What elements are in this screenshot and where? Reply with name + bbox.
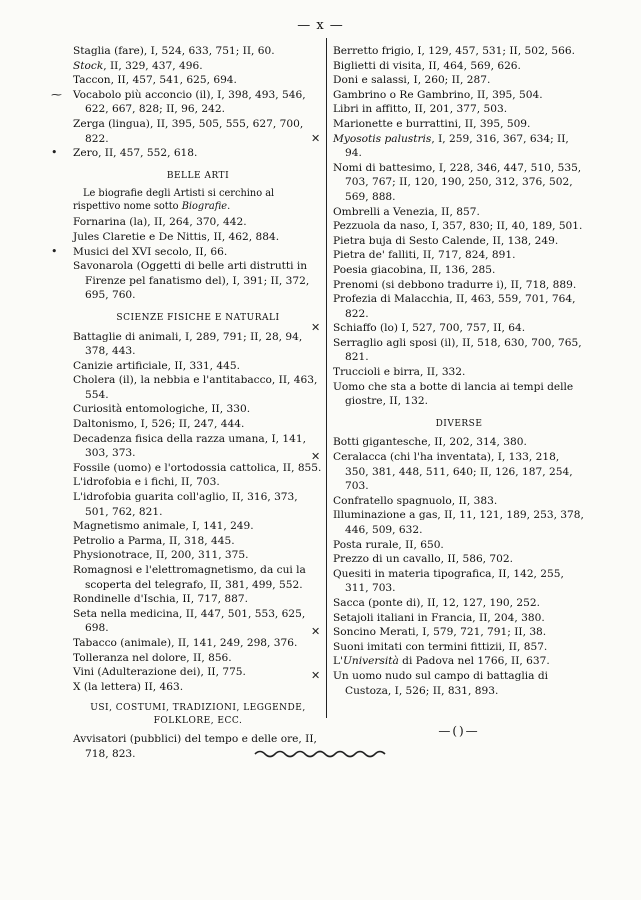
entry-text: Illuminazione a gas, II, 11, 121, 189, 253, 378, 446, 509, 632. xyxy=(333,509,584,536)
margin-mark: ⁓ xyxy=(51,87,62,101)
index-entry xyxy=(73,607,323,636)
entry-text: Decadenza fisica della razza umana, I, 141, 303, 373. xyxy=(73,432,306,460)
index-entry xyxy=(73,73,323,88)
right-column xyxy=(311,44,585,739)
index-entry xyxy=(333,278,585,293)
entry-text: Romagnosi e l'elettromagnetismo, da cui la scoperta del telegrafo, II, 381, 499, 552. xyxy=(73,564,306,591)
index-entry xyxy=(333,611,585,626)
index-entry xyxy=(333,234,585,249)
index-entry xyxy=(333,161,585,205)
section-title-belle-arti: BELLE ARTI xyxy=(166,170,230,181)
entry-text: Pietra buja di Sesto Calende, II, 138, 249. xyxy=(333,234,559,247)
index-entry xyxy=(73,359,323,374)
margin-mark: ✕ xyxy=(311,131,321,145)
index-entry xyxy=(73,548,323,563)
entry-text: L'idrofobia e i fichi, II, 703. xyxy=(73,476,220,489)
entry-text: Zerga (lingua), II, 395, 505, 555, 627, 700, 822. xyxy=(73,117,304,145)
entry-text: Fossile (uomo) e l'ortodossia cattolica, II, 855. xyxy=(73,461,322,474)
margin-mark: ✕ xyxy=(311,321,321,335)
entry-text: Libri in affitto, II, 201, 377, 503. xyxy=(333,103,508,116)
index-entry xyxy=(311,321,585,336)
index-entry xyxy=(73,259,323,303)
index-entry xyxy=(73,534,323,549)
index-entry xyxy=(73,563,323,592)
entry-text: Un uomo nudo sul campo di battaglia di Custoza, I, 526; II, 831, 893. xyxy=(333,669,548,697)
entry-text: Vocabolo più acconcio (il), I, 398, 493, 546, 622, 667, 828; II, 96, 242. xyxy=(73,88,306,116)
entry-text: Musici del XVI secolo, II, 66. xyxy=(73,245,228,258)
index-entry xyxy=(73,519,323,534)
margin-mark: ✕ xyxy=(311,668,321,682)
index-entry xyxy=(333,596,585,611)
index-entry xyxy=(333,494,585,509)
index-entry xyxy=(73,461,323,476)
entry-text: Prenomi (si debbono tradurre i), II, 718, 889. xyxy=(333,278,577,291)
end-mark: —()— xyxy=(438,724,480,739)
index-entry xyxy=(311,625,585,640)
entry-text: Serraglio agli sposi (il), II, 518, 630, 700, 765, 821. xyxy=(333,336,582,364)
entries-list xyxy=(51,44,323,161)
entry-text: Fornarina (la), II, 264, 370, 442. xyxy=(73,216,247,229)
index-entry xyxy=(333,508,585,537)
entry-italic: Università xyxy=(342,655,399,668)
entry-text: Tolleranza nel dolore, II, 856. xyxy=(73,651,232,664)
entry-text: Biglietti di visita, II, 464, 569, 626. xyxy=(333,59,521,72)
index-entry xyxy=(73,373,323,402)
index-entry xyxy=(311,668,585,698)
column-divider xyxy=(326,38,327,718)
entry-text: Avvisatori (pubblici) del tempo e delle ore, II, 718, 823. xyxy=(73,733,317,760)
entry-pre: L' xyxy=(333,655,343,668)
index-entry xyxy=(73,215,323,230)
index-entry xyxy=(51,146,323,161)
index-entry xyxy=(333,538,585,553)
entry-text: Savonarola (Oggetti di belle arti distrutti in Firenze pel fanatismo del), I, 391; II, 372, 695, 760. xyxy=(73,260,310,302)
entry-text: Taccon, II, 457, 541, 625, 694. xyxy=(73,74,237,87)
entry-text: Vini (Adulterazione dei), II, 775. xyxy=(73,666,246,679)
page-number: — x — xyxy=(297,18,344,33)
index-entry xyxy=(73,665,323,680)
entry-text: Ombrelli a Venezia, II, 857. xyxy=(333,205,480,218)
index-entry xyxy=(73,651,323,666)
margin-mark: • xyxy=(51,146,58,160)
index-entry xyxy=(311,131,585,161)
decorative-wave-rule xyxy=(253,747,393,761)
index-entry xyxy=(333,654,585,669)
entry-text: Seta nella medicina, II, 447, 501, 553, 625, 698. xyxy=(73,607,306,635)
index-entry xyxy=(73,432,323,461)
index-entry xyxy=(73,592,323,607)
entries-list xyxy=(311,435,585,698)
index-entry xyxy=(333,73,585,88)
margin-mark: ✕ xyxy=(311,625,321,639)
index-entry xyxy=(73,59,323,74)
entry-text: Daltonismo, I, 526; II, 247, 444. xyxy=(73,418,245,431)
section-title-scienze: SCIENZE FISICHE E NATURALI xyxy=(116,312,280,323)
entry-text: Confratello spagnuolo, II, 383. xyxy=(333,494,498,507)
index-entry xyxy=(73,330,323,359)
index-entry xyxy=(333,102,585,117)
entry-text: Botti gigantesche, II, 202, 314, 380. xyxy=(333,436,527,449)
entry-text: Physionotrace, II, 200, 311, 375. xyxy=(73,549,249,562)
index-entry xyxy=(73,44,323,59)
section-title-usi: USI, COSTUMI, TRADIZIONI, LEGGENDE, FOLKLORE, ECC. xyxy=(90,703,306,727)
section-title-diverse: DIVERSE xyxy=(435,418,483,429)
index-entry xyxy=(333,44,585,59)
index-entry xyxy=(333,205,585,220)
entry-text: di Padova nel 1766, II, 637. xyxy=(398,655,550,668)
index-entry xyxy=(73,490,323,519)
entry-text: Nomi di battesimo, I, 228, 346, 447, 510, 535, 703, 767; II, 120, 190, 250, 312, 376, 502, 569, 888. xyxy=(333,161,582,203)
index-entry xyxy=(73,680,323,695)
index-entry xyxy=(333,380,585,409)
entry-text: Canizie artificiale, II, 331, 445. xyxy=(73,359,241,372)
entry-text: Zero, II, 457, 552, 618. xyxy=(73,147,198,160)
entry-text: Berretto frigio, I, 129, 457, 531; II, 502, 566. xyxy=(333,45,576,57)
entry-text: Truccioli e birra, II, 332. xyxy=(333,366,466,379)
entry-text: Soncino Merati, I, 579, 721, 791; II, 38. xyxy=(333,626,547,639)
entry-text: Quesiti in materia tipografica, II, 142, 255, 311, 703. xyxy=(333,567,564,595)
index-entry xyxy=(73,402,323,417)
index-entry xyxy=(333,292,585,321)
section-note: Le biografie degli Artisti si cerchino al rispettivo nome sotto Biografie. xyxy=(73,188,275,213)
entry-text: Battaglie di animali, I, 289, 791; II, 28, 94, 378, 443. xyxy=(73,330,303,358)
margin-mark: ✕ xyxy=(311,450,321,464)
index-entry xyxy=(333,435,585,450)
entry-text: Tabacco (animale), II, 141, 249, 298, 376. xyxy=(73,636,298,649)
index-entry xyxy=(73,417,323,432)
index-entry xyxy=(73,230,323,245)
index-entry xyxy=(333,263,585,278)
entries-list xyxy=(51,215,323,303)
entry-text: Schiaffo (lo) I, 527, 700, 757, II, 64. xyxy=(333,322,526,335)
entries-list xyxy=(311,44,585,409)
index-entry xyxy=(73,117,323,146)
entry-text: Curiosità entomologiche, II, 330. xyxy=(73,403,251,416)
entry-text: Jules Claretie e De Nittis, II, 462, 884. xyxy=(73,230,280,243)
index-entry xyxy=(333,336,585,365)
entry-text: Suoni imitati con termini fittizii, II, 857. xyxy=(333,640,548,653)
entry-text: , I, 259, 316, 367, 634; II, 94. xyxy=(345,132,569,160)
index-entry xyxy=(333,88,585,103)
entry-text: Sacca (ponte di), II, 12, 127, 190, 252. xyxy=(333,596,540,609)
index-entry xyxy=(73,475,323,490)
entry-text: Marionette e burrattini, II, 395, 509. xyxy=(333,117,531,130)
entry-text: Doni e salassi, I, 260; II, 287. xyxy=(333,74,491,87)
margin-mark: • xyxy=(51,244,58,258)
index-entry xyxy=(333,567,585,596)
entry-text: Posta rurale, II, 650. xyxy=(333,538,444,551)
index-entry xyxy=(333,365,585,380)
entry-text: Setajoli italiani in Francia, II, 204, 380. xyxy=(333,611,545,624)
index-entry xyxy=(333,248,585,263)
entry-text: Magnetismo animale, I, 141, 249. xyxy=(73,520,254,533)
index-entry xyxy=(311,450,585,494)
entry-text: Prezzo di un cavallo, II, 586, 702. xyxy=(333,553,514,566)
entry-text: , II, 329, 437, 496. xyxy=(103,59,203,72)
entry-text: Petrolio a Parma, II, 318, 445. xyxy=(73,534,235,547)
index-entry xyxy=(333,59,585,74)
index-entry xyxy=(51,87,323,117)
entry-text: Pietra de' falliti, II, 717, 824, 891. xyxy=(333,249,516,262)
entry-italic: Stock xyxy=(73,59,104,72)
entry-italic: Myosotis palustris xyxy=(333,132,432,145)
entry-text: Staglia (fare), I, 524, 633, 751; II, 60. xyxy=(73,45,275,57)
index-entry xyxy=(51,244,323,260)
entry-text: L'idrofobia guarita coll'aglio, II, 316, 373, 501, 762, 821. xyxy=(73,491,298,518)
entry-text: X (la lettera) II, 463. xyxy=(73,680,184,693)
entry-text: Pezzuola da naso, I, 357, 830; II, 40, 189, 501. xyxy=(333,220,583,233)
entry-text: Poesia giacobina, II, 136, 285. xyxy=(333,263,496,276)
entry-text: Uomo che sta a botte di lancia ai tempi delle giostre, II, 132. xyxy=(333,380,574,408)
index-entry xyxy=(333,117,585,132)
entry-text: Profezia di Malacchia, II, 463, 559, 701, 764, 822. xyxy=(333,293,576,320)
index-entry xyxy=(333,640,585,655)
index-entry xyxy=(333,219,585,234)
entry-text: Ceralacca (chi l'ha inventata), I, 133, 218, 350, 381, 448, 511, 640; II, 126, 187, 254, 703. xyxy=(333,451,573,493)
index-entry xyxy=(333,552,585,567)
left-column xyxy=(51,44,323,762)
index-entry xyxy=(73,636,323,651)
entry-text: Cholera (il), la nebbia e l'antitabacco, II, 463, 554. xyxy=(73,374,318,401)
entry-text: Rondinelle d'Ischia, II, 717, 887. xyxy=(73,593,249,606)
entry-text: Gambrino o Re Gambrino, II, 395, 504. xyxy=(333,88,543,101)
entries-list xyxy=(73,330,323,695)
